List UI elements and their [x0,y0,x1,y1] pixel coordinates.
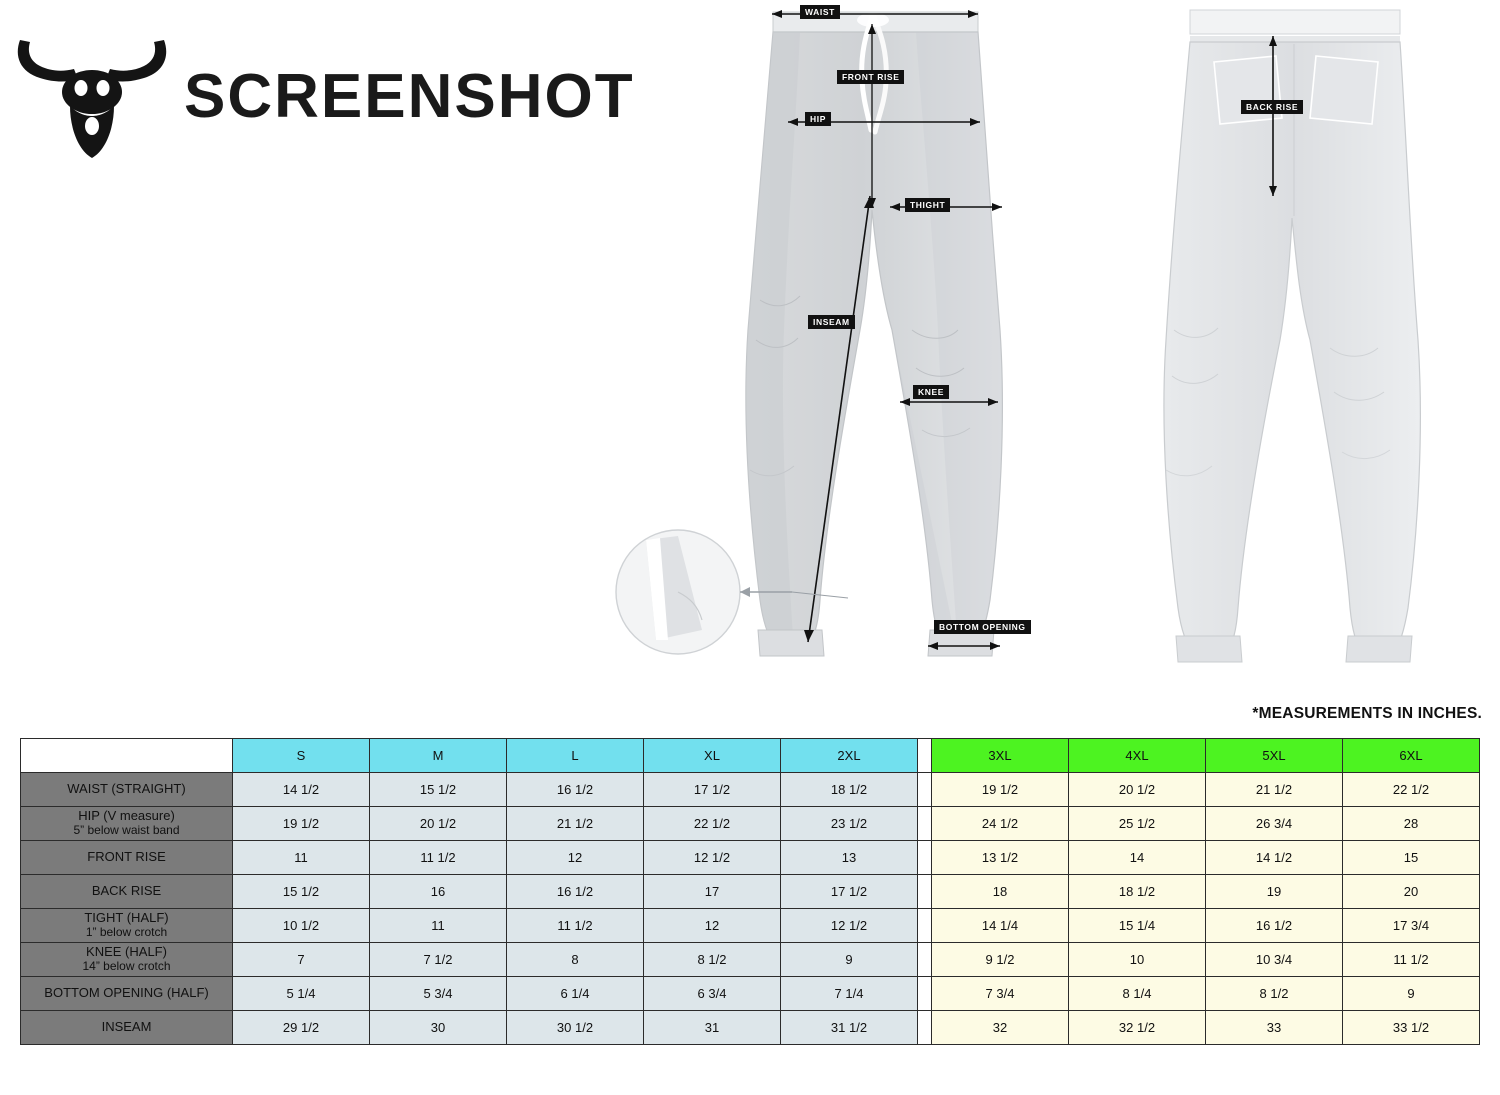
table-row [21,773,1480,807]
cell-inseam-5xl: 33 [1206,1011,1343,1045]
cell-tight-3xl: 14 1/4 [932,909,1069,943]
cell-waist-s: 14 1/2 [233,773,370,807]
size-header-6xl: 6XL [1343,739,1480,773]
table-row [21,909,1480,943]
size-header-s: S [233,739,370,773]
table-corner-cell [21,739,233,773]
cell-bottom-opening-2xl: 7 1/4 [781,977,918,1011]
row-spacer [918,841,932,875]
cell-waist-2xl: 18 1/2 [781,773,918,807]
cell-front-rise-l: 12 [507,841,644,875]
cell-bottom-opening-s: 5 1/4 [233,977,370,1011]
joggers-front-view [746,12,1002,656]
cell-hip-m: 20 1/2 [370,807,507,841]
label-hip: HIP [805,112,831,126]
row-label-inseam [21,1011,233,1045]
cell-front-rise-4xl: 14 [1069,841,1206,875]
cell-tight-s: 10 1/2 [233,909,370,943]
cell-tight-4xl: 15 1/4 [1069,909,1206,943]
table-row [21,875,1480,909]
cell-inseam-s: 29 1/2 [233,1011,370,1045]
cell-front-rise-6xl: 15 [1343,841,1480,875]
cell-back-rise-l: 16 1/2 [507,875,644,909]
size-chart-table [20,738,1480,1045]
row-label-bottom-opening [21,977,233,1011]
cell-back-rise-5xl: 19 [1206,875,1343,909]
cell-waist-xl: 17 1/2 [644,773,781,807]
cell-front-rise-xl: 12 1/2 [644,841,781,875]
cell-waist-5xl: 21 1/2 [1206,773,1343,807]
row-label-waist [21,773,233,807]
row-label-main: WAIST (STRAIGHT) [67,781,186,797]
size-header-2xl: 2XL [781,739,918,773]
size-header-m: M [370,739,507,773]
cell-hip-3xl: 24 1/2 [932,807,1069,841]
cell-inseam-6xl: 33 1/2 [1343,1011,1480,1045]
cell-bottom-opening-l: 6 1/4 [507,977,644,1011]
label-bottom-opening: BOTTOM OPENING [934,620,1031,634]
table-row [21,841,1480,875]
row-label-front-rise [21,841,233,875]
label-thigh: THIGHT [905,198,950,212]
cell-bottom-opening-3xl: 7 3/4 [932,977,1069,1011]
row-label-knee [21,943,233,977]
row-spacer [918,1011,932,1045]
cell-inseam-2xl: 31 1/2 [781,1011,918,1045]
cell-knee-2xl: 9 [781,943,918,977]
cell-tight-m: 11 [370,909,507,943]
cell-knee-5xl: 10 3/4 [1206,943,1343,977]
cell-hip-xl: 22 1/2 [644,807,781,841]
cell-back-rise-6xl: 20 [1343,875,1480,909]
row-label-sub: 5” below waist band [73,823,180,838]
row-label-sub: 1” below crotch [85,925,168,940]
size-header-3xl: 3XL [932,739,1069,773]
row-label-main: FRONT RISE [87,849,166,865]
row-label-main: TIGHT (HALF) [84,910,169,926]
cell-bottom-opening-5xl: 8 1/2 [1206,977,1343,1011]
cell-waist-6xl: 22 1/2 [1343,773,1480,807]
row-label-main: BACK RISE [91,883,162,899]
row-label-main: KNEE (HALF) [86,944,167,960]
row-label-tight [21,909,233,943]
row-label-main: INSEAM [101,1019,152,1035]
label-waist: WAIST [800,5,840,19]
size-header-5xl: 5XL [1206,739,1343,773]
table-row [21,1011,1480,1045]
cell-hip-4xl: 25 1/2 [1069,807,1206,841]
cell-tight-xl: 12 [644,909,781,943]
brand-name: SCREENSHOT [184,62,635,131]
row-label-sub: 14” below crotch [82,959,171,974]
cell-inseam-l: 30 1/2 [507,1011,644,1045]
cell-bottom-opening-m: 5 3/4 [370,977,507,1011]
table-group-spacer [918,739,932,773]
row-label-main: BOTTOM OPENING (HALF) [44,985,209,1001]
cell-knee-xl: 8 1/2 [644,943,781,977]
row-label-hip [21,807,233,841]
bull-head-icon [12,30,172,160]
cell-bottom-opening-6xl: 9 [1343,977,1480,1011]
table-header-row [21,739,1480,773]
table-row [21,807,1480,841]
cell-hip-s: 19 1/2 [233,807,370,841]
cell-knee-s: 7 [233,943,370,977]
cell-hip-5xl: 26 3/4 [1206,807,1343,841]
size-header-4xl: 4XL [1069,739,1206,773]
cell-tight-2xl: 12 1/2 [781,909,918,943]
size-header-xl: XL [644,739,781,773]
label-front-rise: FRONT RISE [837,70,904,84]
row-spacer [918,875,932,909]
row-spacer [918,943,932,977]
cell-front-rise-5xl: 14 1/2 [1206,841,1343,875]
cell-back-rise-m: 16 [370,875,507,909]
cell-knee-m: 7 1/2 [370,943,507,977]
label-inseam: INSEAM [808,315,855,329]
joggers-diagram [560,0,1500,700]
cell-front-rise-2xl: 13 [781,841,918,875]
row-spacer [918,807,932,841]
size-header-l: L [507,739,644,773]
cell-knee-4xl: 10 [1069,943,1206,977]
size-guide-illustration [560,0,1500,700]
row-spacer [918,909,932,943]
label-back-rise: BACK RISE [1241,100,1303,114]
row-spacer [918,977,932,1011]
cell-knee-l: 8 [507,943,644,977]
cell-inseam-4xl: 32 1/2 [1069,1011,1206,1045]
cell-inseam-xl: 31 [644,1011,781,1045]
cell-knee-6xl: 11 1/2 [1343,943,1480,977]
cell-waist-3xl: 19 1/2 [932,773,1069,807]
table-row [21,977,1480,1011]
cell-tight-l: 11 1/2 [507,909,644,943]
cell-tight-6xl: 17 3/4 [1343,909,1480,943]
measurement-units-note: *MEASUREMENTS IN INCHES. [1252,705,1482,722]
cell-back-rise-3xl: 18 [932,875,1069,909]
cell-hip-l: 21 1/2 [507,807,644,841]
cell-tight-5xl: 16 1/2 [1206,909,1343,943]
cell-waist-l: 16 1/2 [507,773,644,807]
cell-back-rise-2xl: 17 1/2 [781,875,918,909]
cell-waist-4xl: 20 1/2 [1069,773,1206,807]
row-spacer [918,773,932,807]
cell-bottom-opening-xl: 6 3/4 [644,977,781,1011]
row-label-main: HIP (V measure) [78,808,175,824]
label-knee: KNEE [913,385,949,399]
cell-back-rise-xl: 17 [644,875,781,909]
cell-hip-6xl: 28 [1343,807,1480,841]
cell-front-rise-3xl: 13 1/2 [932,841,1069,875]
cell-bottom-opening-4xl: 8 1/4 [1069,977,1206,1011]
cell-hip-2xl: 23 1/2 [781,807,918,841]
cell-back-rise-s: 15 1/2 [233,875,370,909]
cell-back-rise-4xl: 18 1/2 [1069,875,1206,909]
cell-inseam-m: 30 [370,1011,507,1045]
cell-waist-m: 15 1/2 [370,773,507,807]
cell-knee-3xl: 9 1/2 [932,943,1069,977]
cell-front-rise-s: 11 [233,841,370,875]
table-row [21,943,1480,977]
row-label-back-rise [21,875,233,909]
cell-front-rise-m: 11 1/2 [370,841,507,875]
cell-inseam-3xl: 32 [932,1011,1069,1045]
